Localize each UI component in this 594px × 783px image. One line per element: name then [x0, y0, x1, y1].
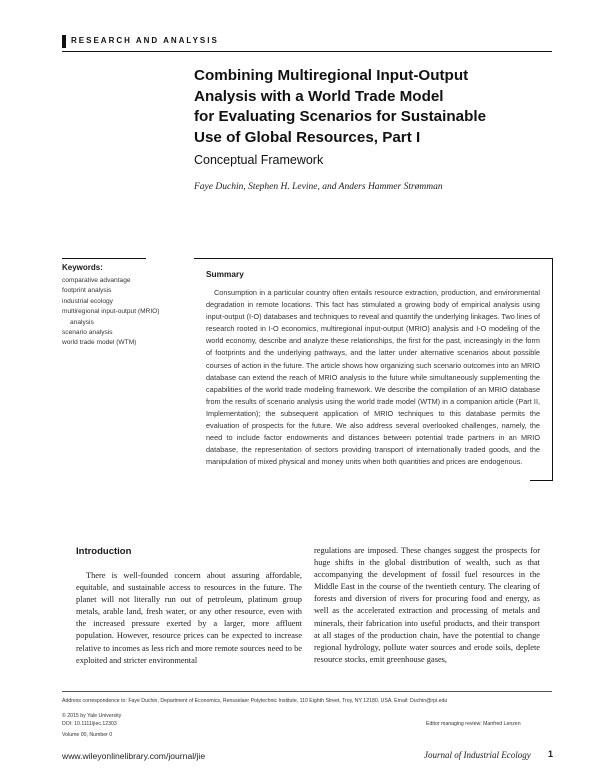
keywords-list	[62, 276, 182, 349]
introduction-heading: Introduction	[76, 546, 132, 557]
article-title	[194, 66, 554, 148]
keyword-item: industrial ecology	[62, 297, 113, 305]
keyword-item: analysis	[70, 318, 94, 326]
keyword-item: comparative advantage	[62, 277, 131, 284]
summary-bottom-rule	[530, 480, 553, 481]
author-list: Faye Duchin, Stephen H. Levine, and Anders Hammer Strømman	[194, 182, 443, 192]
summary-heading: Summary	[206, 269, 244, 279]
section-marker	[62, 35, 66, 48]
title-line: Combining Multiregional Input-Output	[194, 67, 469, 84]
title-line: for Evaluating Scenarios for Sustainable	[194, 108, 487, 125]
summary-top-rule	[194, 258, 552, 259]
page-number: 1	[548, 749, 554, 759]
volume-note: Volume 00, Number 0	[62, 732, 113, 738]
keywords-rule	[62, 258, 146, 259]
footnote-rule	[62, 691, 552, 692]
journal-name: Journal of Industrial Ecology	[424, 750, 531, 760]
keyword-item: world trade model (WTM)	[62, 339, 137, 347]
doi-note: DOI: 10.1111/jiec.12303	[62, 721, 117, 727]
journal-url[interactable]: www.wileyonlinelibrary.com/journal/jie	[62, 751, 206, 761]
title-line: Analysis with a World Trade Model	[194, 87, 444, 105]
summary-text: Consumption in a particular country often entails resource extraction, production, and environmental degradation in remote locations. This fact has stimulated a growing body of empirical analysis using input-output (I-O) databases and techniques to reveal and quantify the underlying linkages. Two lines of research rooted in I-O economics, multiregional input-output (MRIO) analysis and I-O modeling of the world economy, describe and analyze these relationships, the first for the past, increasingly in the form of footprints and the underlying pathways, and the latter under alternative scenarios about possible courses of action in the future. The article shows how organizing such scenario outcomes into an MRIO database can extend the reach of MRIO analysis to the future while simultaneously supplementing the capabilities of the world trade modeling framework. We describe the compilation of an MRIO database from the results of scenario analysis using the world trade model (WTM) in a companion article (Part II, Implementation); the subsequent application of MRIO techniques to this database permits the evaluation of prospects for the future. We also address several overlooked challenges, namely, the need to include factor endowments and distances between potential trade partners in an MRIO database, the representation of sectors providing transport of internationally traded goods, and the manipulation of mixed physical and money units when both quantities and prices are endogenous.	[206, 288, 540, 467]
body-column-right: regulations are imposed. These changes suggest the prospects for huge shifts in the global distribution of wealth, such as that accompanying the development of fossil fuel resources in the Middle East in the course of the twentieth century. The clearing of forests and diversion of rivers for procuring food and energy, as well as the accelerated extraction and processing of metals and minerals, their fabrication into useful products, and their transport at all stages of the production chain, have the potential to change regional hydrology, pollute water sources and erode soils, deplete resource stocks, emit greenhouse gases,	[314, 546, 540, 664]
body-column-left: There is well-founded concern about assuring affordable, equitable, and sustainable access to resources in the future. The planet will not literally run out of petroleum, platinum group metals, arable land, fresh water, or any other resource, even with the increased pressure exerted by a larger, more affluent population. However, resource prices can be expected to increase relative to incomes as less rich and more remote sources need to be exploited and stricter environmental	[76, 571, 302, 665]
article-subtitle: Conceptual Framework	[194, 153, 324, 167]
keyword-item: multiregional input-output (MRIO)	[62, 308, 160, 316]
title-line: Use of Global Resources, Part I	[194, 128, 421, 146]
editor-note: Editor managing review: Manfred Lenzen	[426, 721, 521, 727]
keywords-heading: Keywords:	[62, 263, 103, 272]
keyword-item: scenario analysis	[62, 329, 113, 337]
summary-right-rule	[552, 258, 553, 481]
correspondence-note: Address correspondence to: Faye Duchin, Department of Economics, Rensselaer Polytechnic Institute, 110 Eighth Street, Troy, NY 12180, USA. Email: Duchin@rpi.edu	[62, 698, 448, 704]
section-label: RESEARCH AND ANALYSIS	[71, 36, 219, 45]
copyright-note: © 2015 by Yale University	[62, 713, 122, 719]
header-rule	[62, 51, 552, 52]
keyword-item: footprint analysis	[62, 287, 112, 295]
